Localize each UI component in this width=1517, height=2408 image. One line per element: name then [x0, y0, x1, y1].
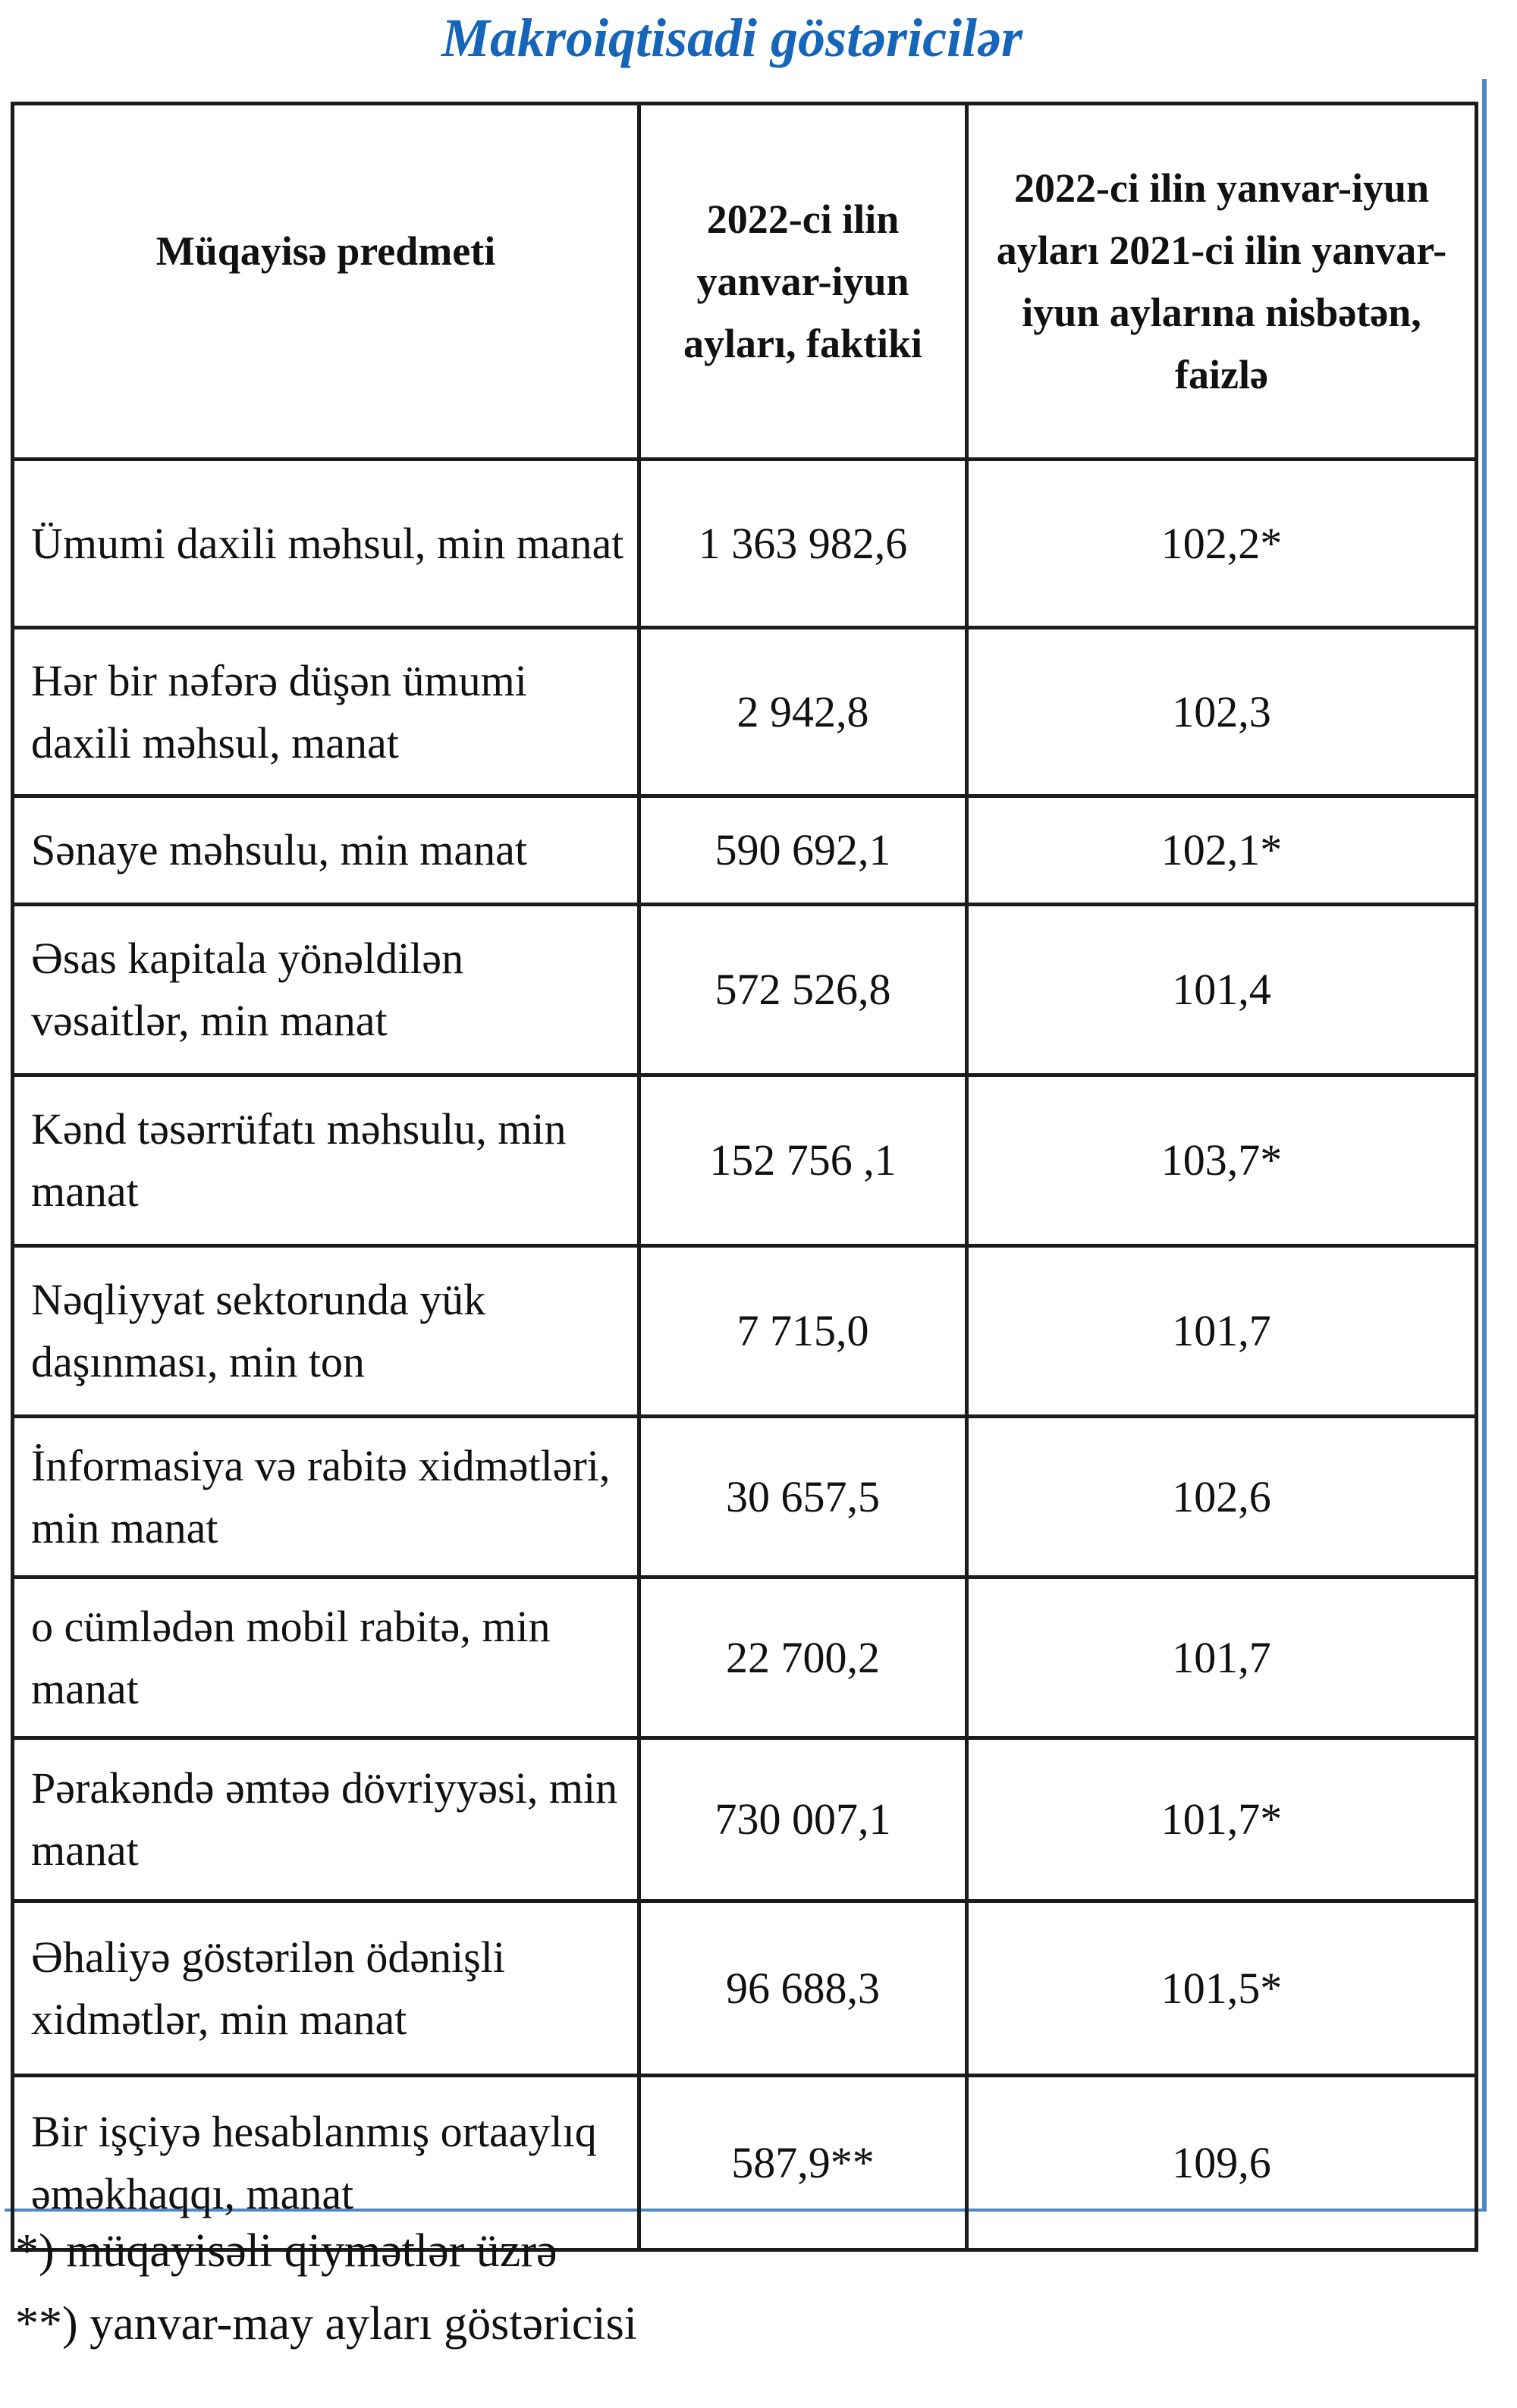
row-percent: 102,3	[967, 628, 1477, 796]
page-title: Makroiqtisadi göstəricilər	[441, 8, 1023, 68]
row-actual: 2 942,8	[639, 628, 967, 796]
row-actual: 587,9**	[639, 2076, 967, 2250]
table-row	[13, 1246, 1477, 1417]
row-actual: 30 657,5	[639, 1417, 967, 1578]
row-actual: 590 692,1	[639, 796, 967, 905]
row-label: Pərakəndə əmtəə dövriyyəsi, min manat	[13, 1738, 639, 1901]
header-subject: Müqayisə predmeti	[13, 104, 639, 460]
row-actual: 22 700,2	[639, 1578, 967, 1738]
row-actual: 572 526,8	[639, 905, 967, 1075]
indicators-table	[11, 102, 1478, 2252]
row-percent: 101,7	[967, 1246, 1477, 1417]
row-label: Hər bir nəfərə düşən ümumi daxili məhsul, manat	[13, 628, 639, 796]
table-header-row	[13, 104, 1477, 460]
row-actual: 1 363 982,6	[639, 460, 967, 628]
table-row	[13, 628, 1477, 796]
row-label: o cümlədən mobil rabitə, min manat	[13, 1578, 639, 1738]
table-row	[13, 460, 1477, 628]
table-row	[13, 905, 1477, 1075]
row-label: Bir işçiyə hesablanmış ortaaylıq əməkhaqqı, manat	[13, 2076, 639, 2250]
table-row	[13, 1578, 1477, 1738]
table-row	[13, 1738, 1477, 1901]
footnote-comparative-prices: *) müqayisəli qiymətlər üzrə	[15, 2225, 557, 2277]
row-percent: 103,7*	[967, 1075, 1477, 1246]
footnote-january-may: **) yanvar-may ayları göstəricisi	[15, 2298, 637, 2350]
row-label: Sənaye məhsulu, min manat	[13, 796, 639, 905]
table-row	[13, 1417, 1477, 1578]
footnotes	[15, 2215, 1456, 2360]
row-percent: 102,1*	[967, 796, 1477, 905]
row-percent: 109,6	[967, 2076, 1477, 2250]
row-percent: 101,5*	[967, 1901, 1477, 2076]
header-percent: 2022-ci ilin yanvar-iyun ayları 2021-ci ilin yanvar-iyun aylarına nisbətən, faizlə	[967, 104, 1477, 460]
row-label: Nəqliyyat sektorunda yük daşınması, min ton	[13, 1246, 639, 1417]
row-label: Kənd təsərrüfatı məhsulu, min manat	[13, 1075, 639, 1246]
row-actual: 7 715,0	[639, 1246, 967, 1417]
row-label: Əhaliyə göstərilən ödənişli xidmətlər, min manat	[13, 1901, 639, 2076]
table-row	[13, 1075, 1477, 1246]
table-row	[13, 796, 1477, 905]
row-percent: 101,4	[967, 905, 1477, 1075]
row-percent: 102,6	[967, 1417, 1477, 1578]
table-row	[13, 1901, 1477, 2076]
row-label: İnformasiya və rabitə xidmətləri, min manat	[13, 1417, 639, 1578]
row-label: Ümumi daxili məhsul, min manat	[13, 460, 639, 628]
row-actual: 96 688,3	[639, 1901, 967, 2076]
row-percent: 101,7	[967, 1578, 1477, 1738]
header-actual: 2022-ci ilin yanvar-iyun ayları, faktiki	[639, 104, 967, 460]
row-percent: 102,2*	[967, 460, 1477, 628]
row-label: Əsas kapitala yönəldilən vəsaitlər, min manat	[13, 905, 639, 1075]
row-actual: 152 756 ,1	[639, 1075, 967, 1246]
row-percent: 101,7*	[967, 1738, 1477, 1901]
row-actual: 730 007,1	[639, 1738, 967, 1901]
